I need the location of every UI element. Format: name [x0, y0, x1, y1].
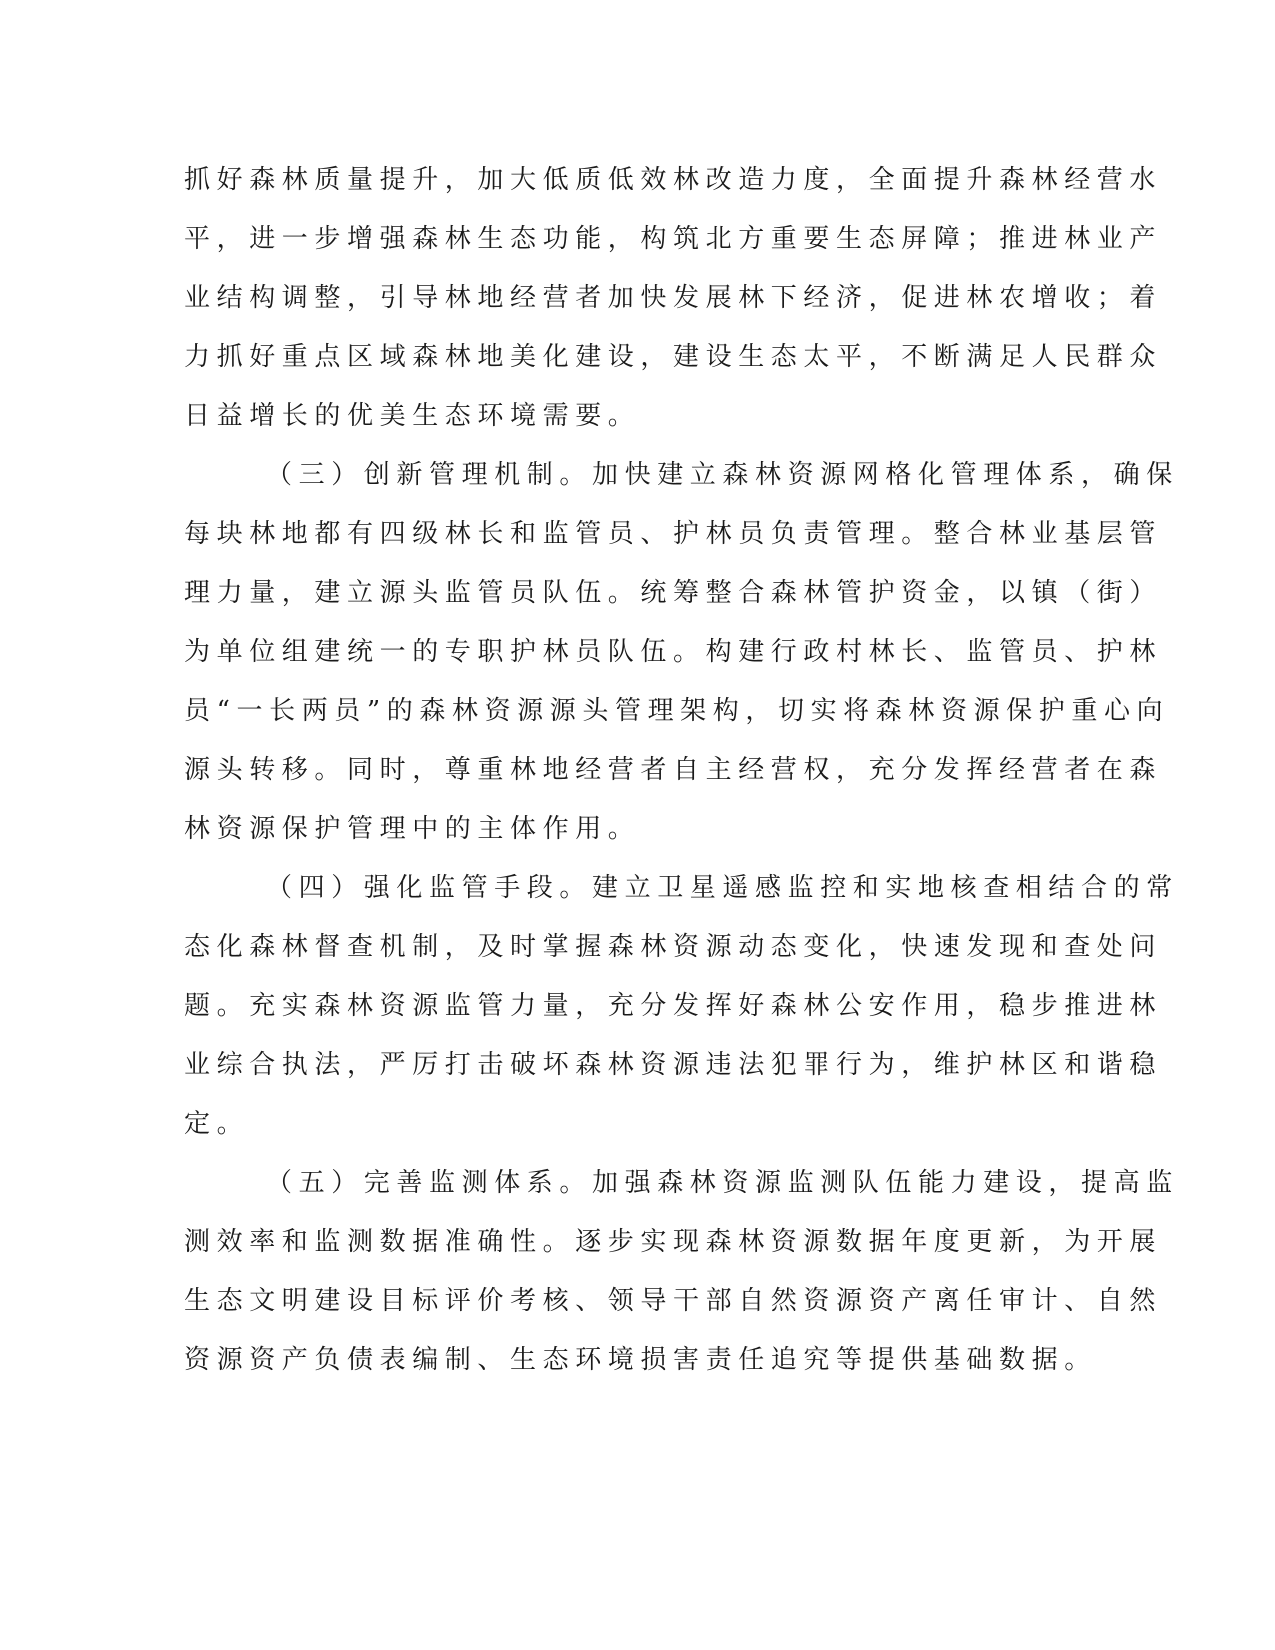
text-line: 抓好森林质量提升，加大低质低效林改造力度，全面提升森林经营水 — [184, 165, 1163, 195]
text-line: 每块林地都有四级林长和监管员、护林员负责管理。整合林业基层管 — [184, 519, 1163, 549]
text-line: 林资源保护管理中的主体作用。 — [184, 814, 641, 844]
paragraph-heading-4: （四）强化监管手段。建立卫星遥感监控和实地核查相结合的常 — [266, 873, 1179, 903]
text-line: 资源资产负债表编制、生态环境损害责任追究等提供基础数据。 — [184, 1345, 1097, 1375]
paragraph-heading-3: （三）创新管理机制。加快建立森林资源网格化管理体系，确保 — [266, 460, 1179, 490]
text-line: 员“一长两员”的森林资源源头管理架构，切实将森林资源保护重心向 — [184, 696, 1170, 726]
text-line: 平，进一步增强森林生态功能，构筑北方重要生态屏障；推进林业产 — [184, 224, 1163, 254]
text-line: 日益增长的优美生态环境需要。 — [184, 401, 641, 431]
text-line: 为单位组建统一的专职护林员队伍。构建行政村林长、监管员、护林 — [184, 637, 1163, 667]
text-line: 生态文明建设目标评价考核、领导干部自然资源资产离任审计、自然 — [184, 1286, 1163, 1316]
text-line: 业结构调整，引导林地经营者加快发展林下经济，促进林农增收；着 — [184, 283, 1163, 313]
text-line: 测效率和监测数据准确性。逐步实现森林资源数据年度更新，为开展 — [184, 1227, 1163, 1257]
text-line: 力抓好重点区域森林地美化建设，建设生态太平，不断满足人民群众 — [184, 342, 1163, 372]
text-line: 态化森林督查机制，及时掌握森林资源动态变化，快速发现和查处问 — [184, 932, 1163, 962]
text-line: 题。充实森林资源监管力量，充分发挥好森林公安作用，稳步推进林 — [184, 991, 1163, 1021]
text-line: 理力量，建立源头监管员队伍。统筹整合森林管护资金，以镇（街） — [184, 578, 1163, 608]
text-line: 业综合执法，严厉打击破坏森林资源违法犯罪行为，维护林区和谐稳 — [184, 1050, 1163, 1080]
paragraph-heading-5: （五）完善监测体系。加强森林资源监测队伍能力建设，提高监 — [266, 1168, 1179, 1198]
text-line: 定。 — [184, 1109, 250, 1139]
text-line: 源头转移。同时，尊重林地经营者自主经营权，充分发挥经营者在森 — [184, 755, 1163, 785]
